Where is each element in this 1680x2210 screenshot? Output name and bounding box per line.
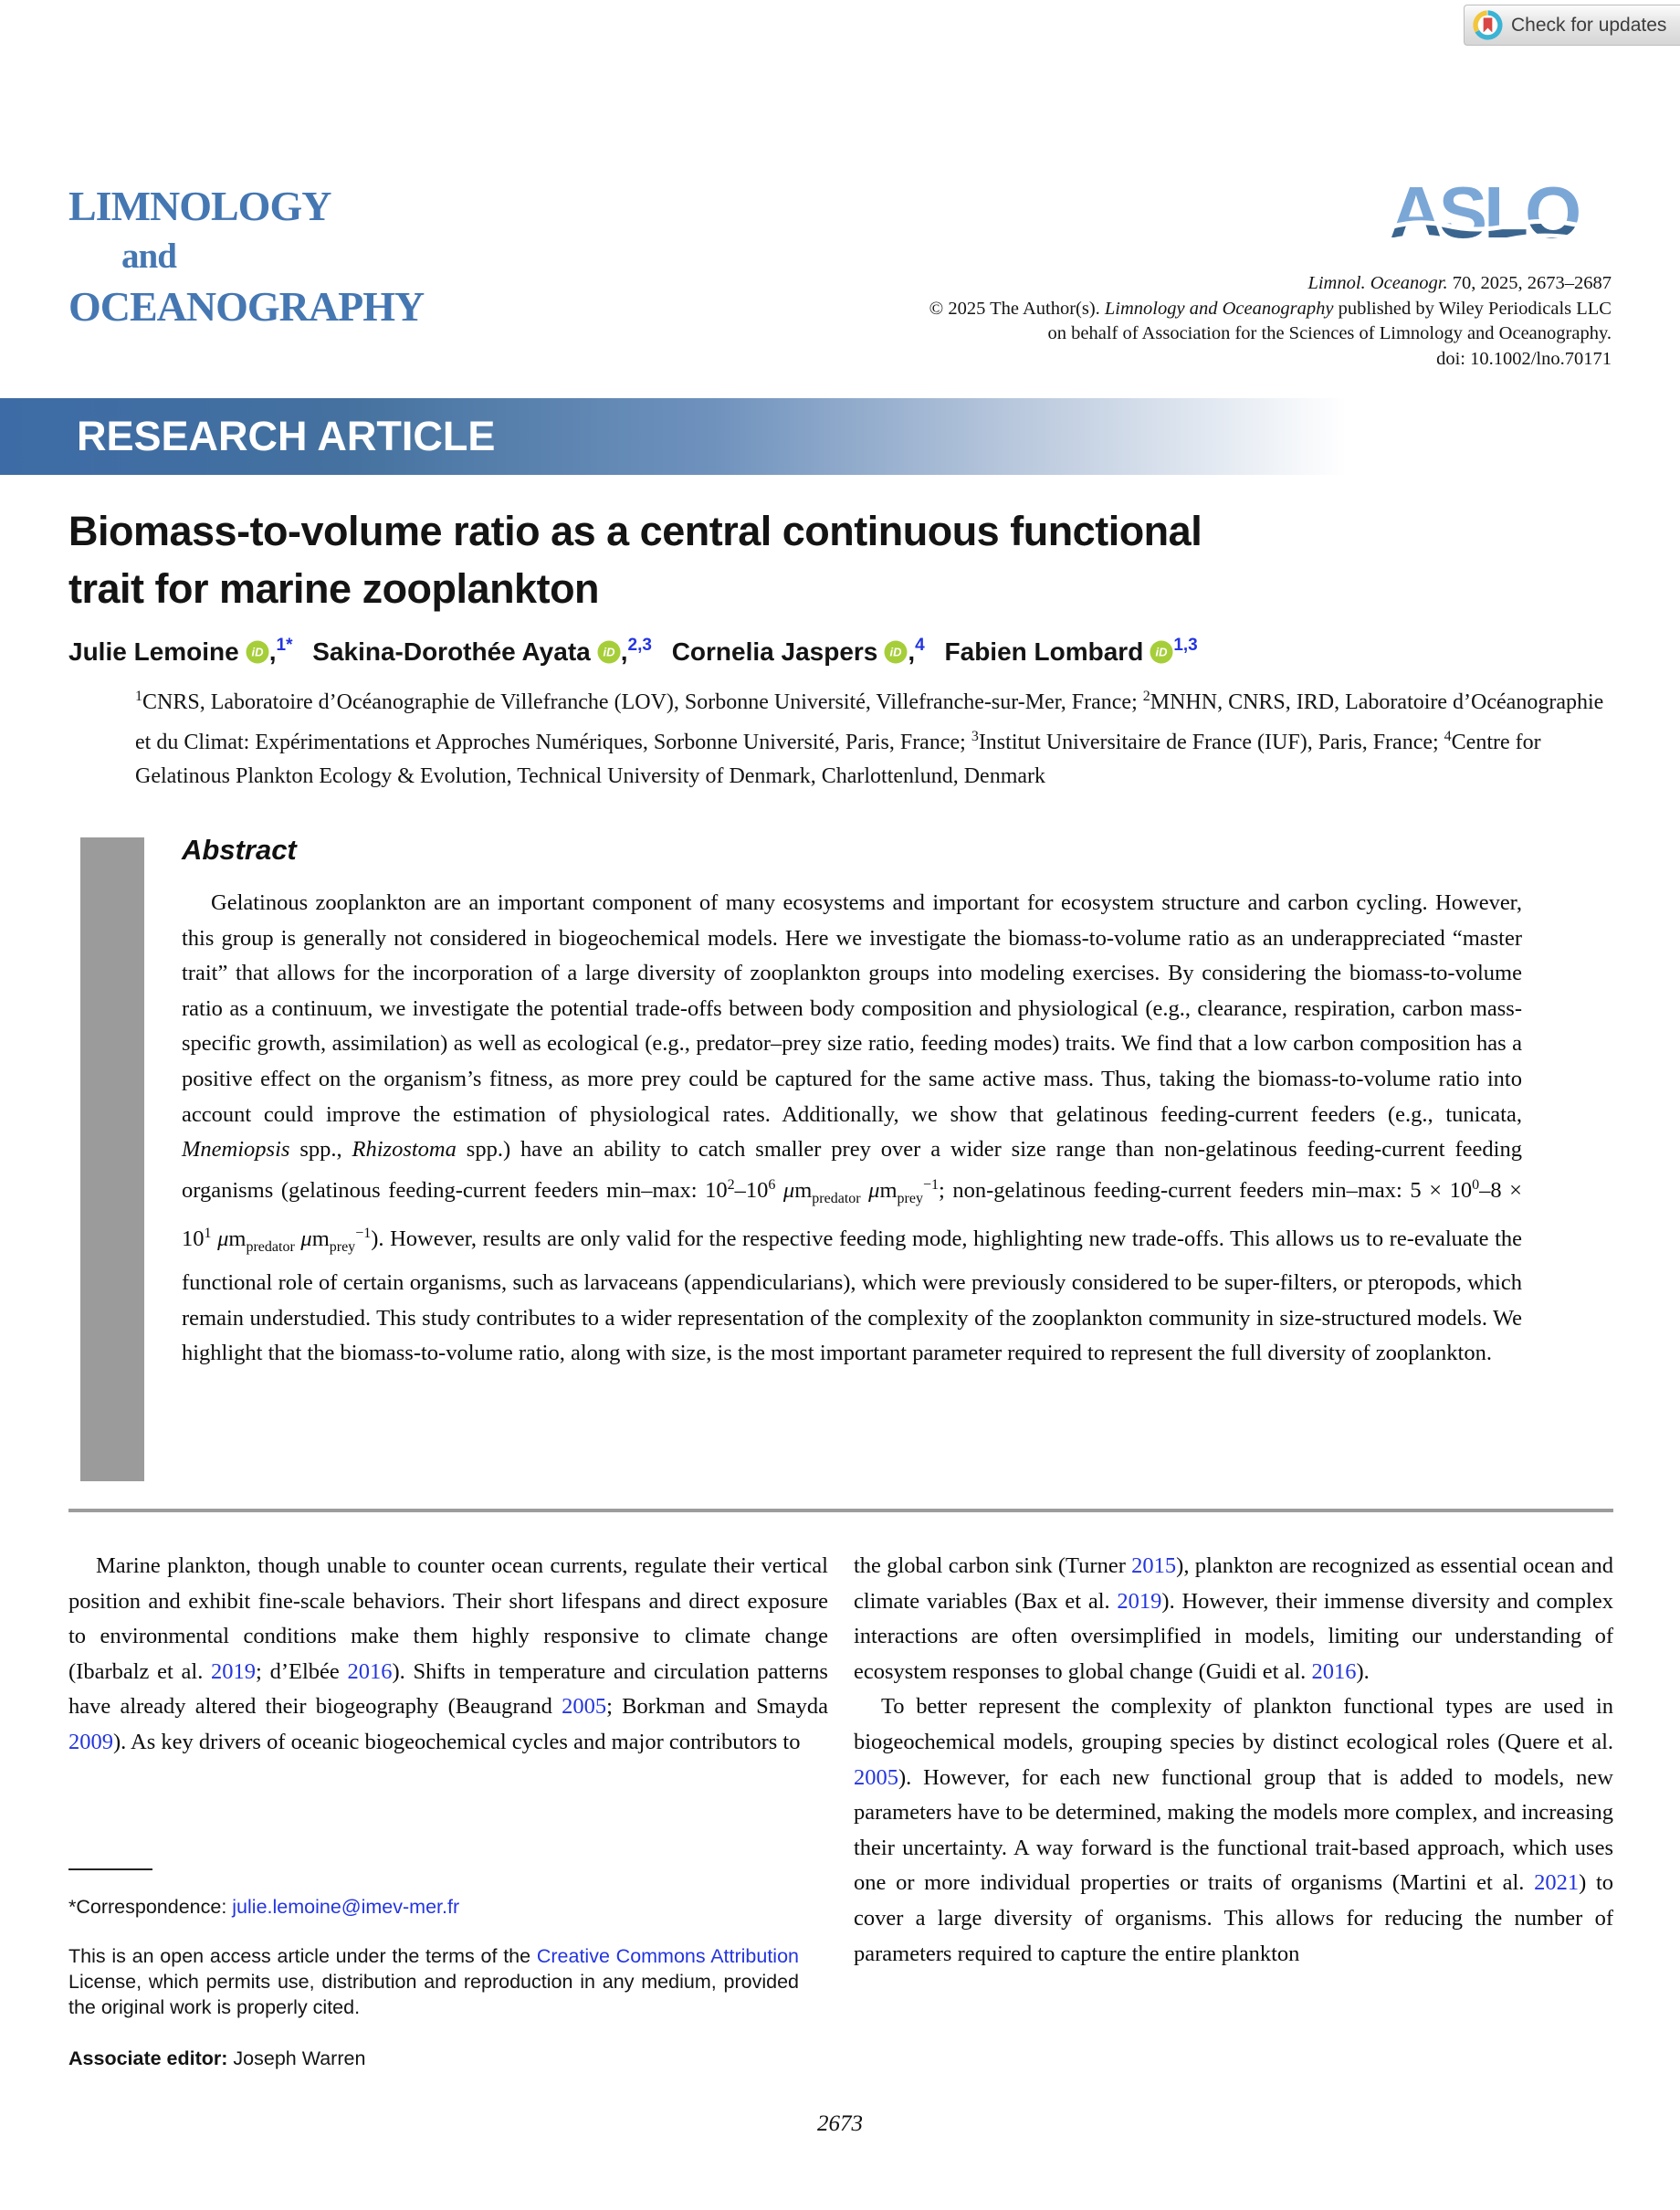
citation-link[interactable]: 2016 — [1311, 1658, 1357, 1684]
citation-volume: Limnol. Oceanogr. 70, 2025, 2673–2687 — [1307, 273, 1612, 293]
citation-link[interactable]: 2021 — [1534, 1870, 1580, 1896]
author-affil-sup: 2,3 — [627, 636, 652, 655]
article-title-line2: trait for marine zooplankton — [68, 565, 600, 612]
citation-society: on behalf of Association for the Sciences of Limnology and Oceanography. — [1047, 323, 1612, 343]
author: Cornelia Jaspers iD ,$^4$ — [671, 636, 925, 666]
author: Sakina-Dorothée Ayata iD ,$^{2,3}$ — [312, 636, 652, 666]
orcid-icon[interactable] — [884, 640, 908, 664]
journal-logo-line2: and — [121, 237, 176, 276]
citation-link[interactable]: 2005 — [854, 1764, 898, 1790]
open-access-statement: This is an open access article under the terms of the Creative Commons Attribution License, which permits use, distribution and reproduction in any medium, provided the original work is properly cited. — [68, 1945, 800, 2018]
footnote-block — [68, 1868, 799, 2071]
correspondence-label: *Correspondence: — [68, 1896, 233, 1918]
citation-copyright: © 2025 The Author(s). Limnology and Oceanography published by Wiley Periodicals LLC — [929, 298, 1612, 319]
svg-text:iD: iD — [251, 645, 264, 659]
correspondence-email-link[interactable]: julie.lemoine@imev-mer.fr — [232, 1896, 460, 1918]
article-title-line1: Biomass-to-volume ratio as a central continuous functional — [68, 508, 1202, 554]
author-affil-sup: 1* — [276, 636, 293, 655]
body-paragraph: Marine plankton, though unable to counter ocean currents, regulate their vertical position and exhibit fine-scale behaviors. Their short lifespans and direct exposure to environmental conditions make them highly responsive to climate change (Ibarbalz et al. 2019; d’Elbée 2016). Shifts in temperature and circulation patterns have already altered their biogeography (Beaugrand 2005; Borkman and Smayda 2009). As key drivers of oceanic biogeochemical cycles and major contributors to — [68, 1553, 828, 1754]
author-line — [68, 637, 1211, 667]
orcid-icon[interactable] — [246, 640, 269, 664]
svg-text:iD: iD — [889, 645, 902, 659]
creative-commons-link[interactable]: Creative Commons Attribution — [536, 1945, 800, 1967]
author-name: Sakina-Dorothée Ayata — [312, 637, 591, 666]
citation-link[interactable]: 2019 — [1117, 1588, 1162, 1614]
body-column-right — [854, 1549, 1613, 1972]
orcid-icon[interactable] — [1150, 640, 1173, 664]
associate-editor-name: Joseph Warren — [233, 2047, 366, 2069]
section-divider — [68, 1509, 1613, 1512]
journal-logo-line3: OCEANOGRAPHY — [68, 283, 425, 330]
journal-logo — [68, 181, 424, 332]
svg-text:iD: iD — [603, 645, 615, 659]
aslo-logo — [1390, 179, 1594, 257]
banner-label: RESEARCH ARTICLE — [77, 413, 496, 459]
author-affil-sup: 1,3 — [1173, 636, 1198, 655]
author-name: Cornelia Jaspers — [671, 637, 878, 666]
citation-block — [929, 271, 1612, 372]
footnote-rule — [68, 1868, 152, 1870]
orcid-icon[interactable] — [597, 640, 621, 664]
body-column-left — [68, 1549, 828, 1761]
citation-link[interactable]: 2009 — [68, 1729, 113, 1754]
author — [945, 637, 1205, 666]
author-name: Fabien Lombard — [944, 637, 1144, 666]
check-updates-label: Check for updates — [1511, 14, 1667, 36]
citation-link[interactable]: 2015 — [1131, 1553, 1177, 1578]
research-article-banner — [0, 398, 1374, 475]
associate-editor-label: Associate editor: — [68, 2047, 234, 2069]
author: Julie Lemoine iD ,$^{1*}$ — [68, 636, 293, 666]
correspondence-line — [68, 1894, 799, 1920]
citation-link[interactable]: 2005 — [562, 1694, 607, 1720]
citation-link[interactable]: 2019 — [211, 1658, 257, 1684]
associate-editor-line — [68, 2046, 799, 2071]
author-affil-sup: 4 — [915, 636, 925, 655]
check-updates-icon — [1473, 10, 1503, 40]
author-name: Julie Lemoine — [68, 637, 239, 666]
body-paragraph: the global carbon sink (Turner 2015), plankton are recognized as essential ocean and climate variables (Bax et al. 2019). However, their immense diversity and complex interactions are often oversimplified in models, limiting our understanding of ecosystem responses to global change (Guidi et al. 2016). — [854, 1553, 1613, 1684]
svg-text:iD: iD — [1155, 645, 1168, 659]
body-paragraph: To better represent the complexity of plankton functional types are used in biogeochemical models, grouping species by distinct ecological roles (Quere et al. 2005). However, for each new functional group that is added to models, new parameters have to be determined, making the models more complex, and increasing their uncertainty. A way forward is the functional trait-based approach, which uses one or more individual properties or traits of organisms (Martini et al. 2021) to cover a large diversity of organisms. This allows for reducing the number of parameters required to capture the entire plankton — [854, 1694, 1613, 1966]
abstract-heading: Abstract — [182, 834, 297, 866]
affiliations: $^1$CNRS, Laboratoire d’Océanographie de Villefranche (LOV), Sorbonne Université, Villefranche-sur-Mer, France; $^2$MNHN, CNRS, IRD, Laboratoire d’Océanographie et du Climat: Expérimentations et Approches Numériques, Sorbonne Université, Paris, France; $^3$Institut Universitaire de France (IUF), Paris, France; $^4$Centre for Gelatinous Plankton Ecology & Evolution, Technical University of Denmark, Charlottenlund, Denmark — [135, 689, 1604, 788]
citation-link[interactable]: 2016 — [347, 1658, 393, 1684]
abstract-sidebar — [80, 837, 144, 1481]
check-for-updates-button[interactable] — [1464, 5, 1680, 46]
article-title — [68, 502, 1202, 617]
citation-doi: doi: 10.1002/lno.70171 — [1436, 348, 1612, 369]
journal-logo-line1: LIMNOLOGY — [68, 183, 331, 229]
abstract-text: Gelatinous zooplankton are an important component of many ecosystems and important for ecosystem structure and carbon cycling. However, this group is generally not considered in biogeochemical models. Here we investigate the biomass-to-volume ratio as an underappreciated “master trait” that allows for the incorporation of a large diversity of zooplankton groups into modeling exercises. By considering the biomass-to-volume ratio as a continuum, we investigate the potential trade-offs between body composition and physiological (e.g., clearance, respiration, carbon mass-specific growth, assimilation) as well as ecological (e.g., predator–prey size ratio, feeding modes) traits. We find that a low carbon composition has a positive effect on the organism’s fitness, as more prey could be captured for the same active mass. Thus, taking the biomass-to-volume ratio into account could improve the estimation of physiological rates. Additionally, we show that gelatinous feeding-current feeders (e.g., tunicata, Mnemiopsis spp., Rhizostoma spp.) have an ability to catch smaller prey over a wider size range than non-gelatinous feeding-current feeding organisms (gelatinous feeding-current feeders min–max: $10^2-10^6$ $\mu m_{predator}$ $\mu m_{prey}^{-1}$; non-gelatinous feeding-current feeders min–max: $5 \times 10^0-8 \times 10^1$ $\mu m_{predator}$ $\mu m_{prey}^{-1}$). However, results are only valid for the respective feeding mode, highlighting new trade-offs. This allows us to re-evaluate the functional role of certain organisms, such as larvaceans (appendicularians), which were previously considered to be super-filters, or pteropods, which remain understudied. This study contributes to a wider representation of the complexity of the zooplankton community in size-structured models. We highlight that the biomass-to-volume ratio, along with size, is the most important parameter required to represent the full diversity of zooplankton. — [182, 890, 1522, 1366]
page-number: 2673 — [817, 2111, 863, 2136]
